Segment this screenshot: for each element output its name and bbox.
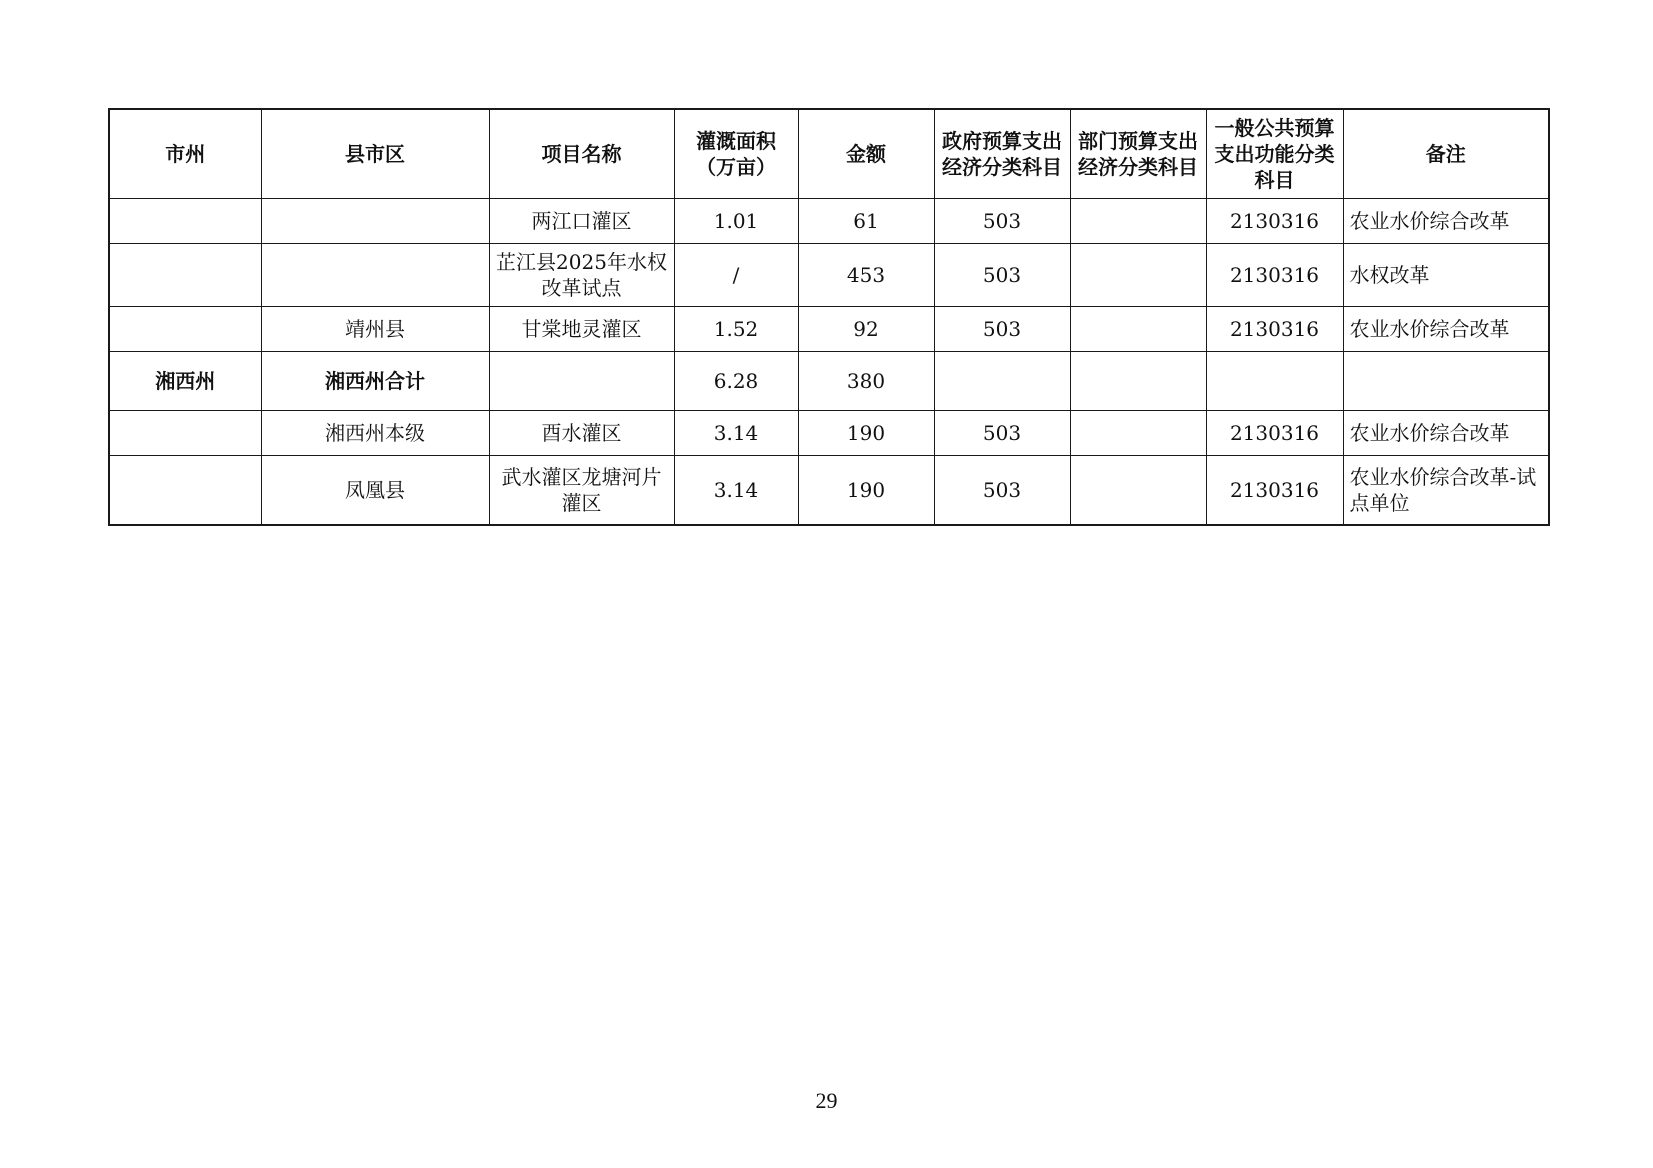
page-number: 29 xyxy=(815,1088,838,1113)
cell-amount: 92 xyxy=(798,307,934,352)
table-row xyxy=(109,307,1549,352)
budget-table xyxy=(108,108,1550,526)
cell-dept-budget-code xyxy=(1070,352,1206,411)
cell-project-name: 酉水灌区 xyxy=(489,411,674,456)
header-function-code: 一般公共预算支出功能分类科目 xyxy=(1206,109,1343,199)
cell-gov-budget-code: 503 xyxy=(934,244,1070,307)
cell-gov-budget-code xyxy=(934,352,1070,411)
table-row xyxy=(109,456,1549,526)
cell-county xyxy=(261,199,489,244)
cell-dept-budget-code xyxy=(1070,456,1206,526)
cell-function-code: 2130316 xyxy=(1206,199,1343,244)
header-remarks: 备注 xyxy=(1343,109,1549,199)
cell-project-name xyxy=(489,352,674,411)
cell-city xyxy=(109,456,261,526)
cell-irrigation-area: 3.14 xyxy=(674,411,798,456)
cell-remarks: 农业水价综合改革 xyxy=(1343,199,1549,244)
cell-function-code xyxy=(1206,352,1343,411)
cell-city: 湘西州 xyxy=(109,352,261,411)
cell-function-code: 2130316 xyxy=(1206,244,1343,307)
header-gov-budget-code: 政府预算支出经济分类科目 xyxy=(934,109,1070,199)
cell-project-name: 武水灌区龙塘河片灌区 xyxy=(489,456,674,526)
cell-dept-budget-code xyxy=(1070,199,1206,244)
cell-remarks: 农业水价综合改革-试点单位 xyxy=(1343,456,1549,526)
cell-amount: 453 xyxy=(798,244,934,307)
cell-remarks: 水权改革 xyxy=(1343,244,1549,307)
cell-irrigation-area: 1.52 xyxy=(674,307,798,352)
header-city: 市州 xyxy=(109,109,261,199)
cell-county: 湘西州合计 xyxy=(261,352,489,411)
cell-gov-budget-code: 503 xyxy=(934,307,1070,352)
cell-amount: 190 xyxy=(798,456,934,526)
header-county: 县市区 xyxy=(261,109,489,199)
cell-dept-budget-code xyxy=(1070,244,1206,307)
cell-city xyxy=(109,199,261,244)
cell-city xyxy=(109,411,261,456)
cell-amount: 380 xyxy=(798,352,934,411)
cell-county: 靖州县 xyxy=(261,307,489,352)
table-row xyxy=(109,411,1549,456)
cell-irrigation-area: / xyxy=(674,244,798,307)
cell-project-name: 甘棠地灵灌区 xyxy=(489,307,674,352)
cell-dept-budget-code xyxy=(1070,307,1206,352)
cell-county: 凤凰县 xyxy=(261,456,489,526)
header-dept-budget-code: 部门预算支出经济分类科目 xyxy=(1070,109,1206,199)
cell-function-code: 2130316 xyxy=(1206,456,1343,526)
cell-city xyxy=(109,307,261,352)
cell-remarks: 农业水价综合改革 xyxy=(1343,307,1549,352)
cell-function-code: 2130316 xyxy=(1206,411,1343,456)
cell-city xyxy=(109,244,261,307)
cell-county xyxy=(261,244,489,307)
cell-project-name: 芷江县2025年水权改革试点 xyxy=(489,244,674,307)
cell-irrigation-area: 1.01 xyxy=(674,199,798,244)
cell-gov-budget-code: 503 xyxy=(934,411,1070,456)
cell-function-code: 2130316 xyxy=(1206,307,1343,352)
cell-amount: 61 xyxy=(798,199,934,244)
cell-dept-budget-code xyxy=(1070,411,1206,456)
cell-project-name: 两江口灌区 xyxy=(489,199,674,244)
cell-amount: 190 xyxy=(798,411,934,456)
header-project-name: 项目名称 xyxy=(489,109,674,199)
cell-remarks: 农业水价综合改革 xyxy=(1343,411,1549,456)
cell-gov-budget-code: 503 xyxy=(934,456,1070,526)
cell-irrigation-area: 3.14 xyxy=(674,456,798,526)
cell-county: 湘西州本级 xyxy=(261,411,489,456)
header-amount: 金额 xyxy=(798,109,934,199)
table-row xyxy=(109,244,1549,307)
cell-remarks xyxy=(1343,352,1549,411)
cell-irrigation-area: 6.28 xyxy=(674,352,798,411)
header-irrigation-area: 灌溉面积（万亩） xyxy=(674,109,798,199)
table-row xyxy=(109,199,1549,244)
table-header-row xyxy=(109,109,1549,199)
cell-gov-budget-code: 503 xyxy=(934,199,1070,244)
table-row xyxy=(109,352,1549,411)
